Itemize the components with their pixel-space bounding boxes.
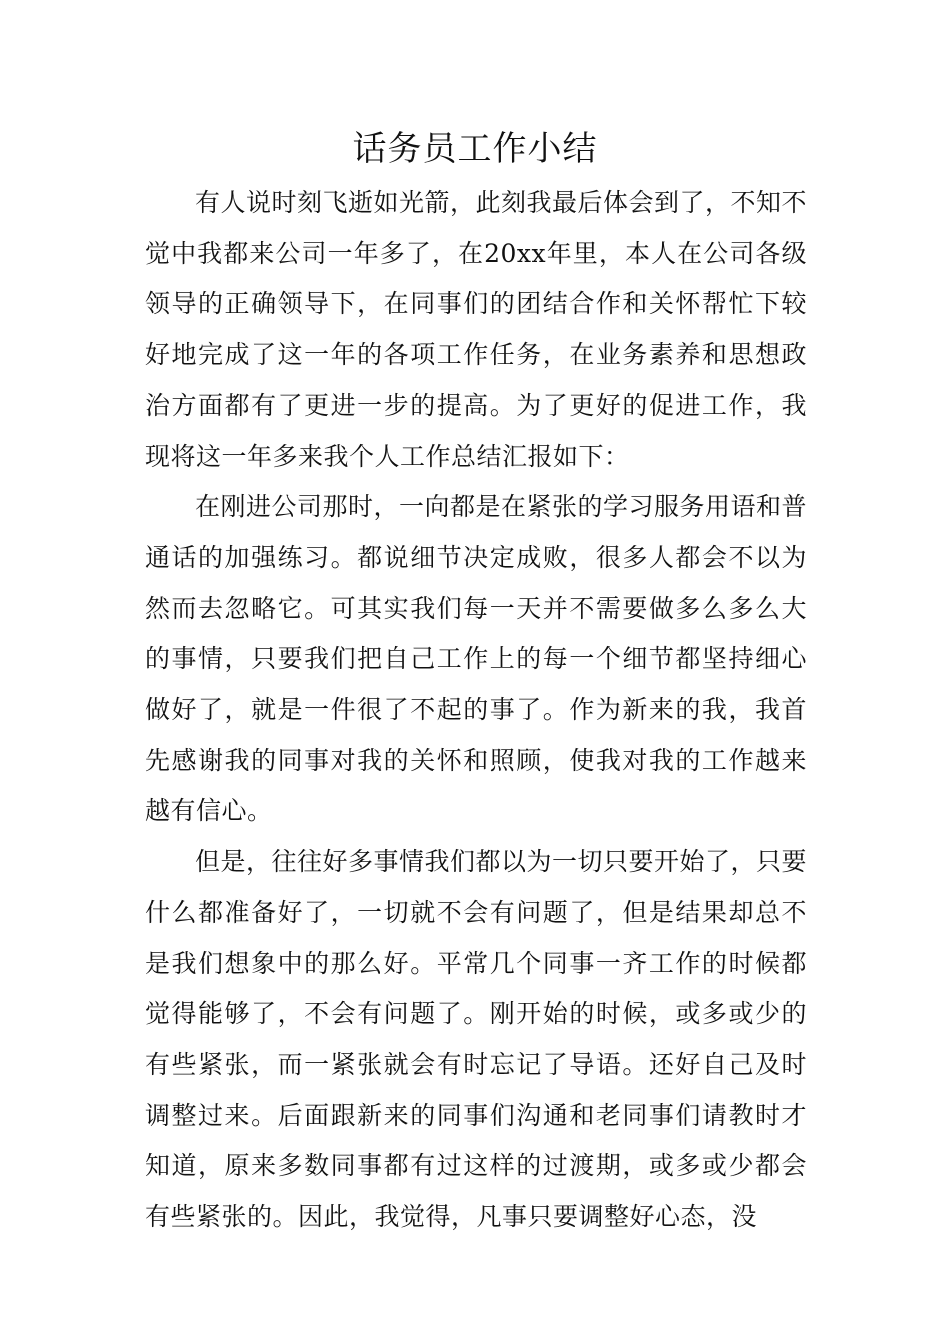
paragraph-2: 在刚进公司那时，一向都是在紧张的学习服务用语和普通话的加强练习。都说细节决定成败，很多人都会不以为然而去忽略它。可其实我们每一天并不需要做多么多么大的事情，只要我们把自己工作上的每一个细节都坚持细心做好了，就是一件很了不起的事了。作为新来的我，我首先感谢我的同事对我的关怀和照顾，使我对我的工作越来越有信心。 [145,492,808,826]
paragraph-1: 有人说时刻飞逝如光箭，此刻我最后体会到了，不知不觉中我都来公司一年多了，在20xx年里，本人在公司各级领导的正确领导下，在同事们的团结合作和关怀帮忙下较好地完成了这一年的各项工作任务，在业务素养和思想政治方面都有了更进一步的提高。为了更好的促进工作，我现将这一年多来我个人工作总结汇报如下： [145,188,808,471]
document-body [145,178,807,1243]
document-title: 话务员工作小结 [352,129,598,169]
paragraph-3: 但是，往往好多事情我们都以为一切只要开始了，只要什么都准备好了，一切就不会有问题了，但是结果却总不是我们想象中的那么好。平常几个同事一齐工作的时候都觉得能够了，不会有问题了。刚开始的时候，或多或少的有些紧张，而一紧张就会有时忘记了导语。还好自己及时调整过来。后面跟新来的同事们沟通和老同事们请教时才知道，原来多数同事都有过这样的过渡期，或多或少都会有些紧张的。因此，我觉得，凡事只要调整好心态，没 [145,847,808,1232]
